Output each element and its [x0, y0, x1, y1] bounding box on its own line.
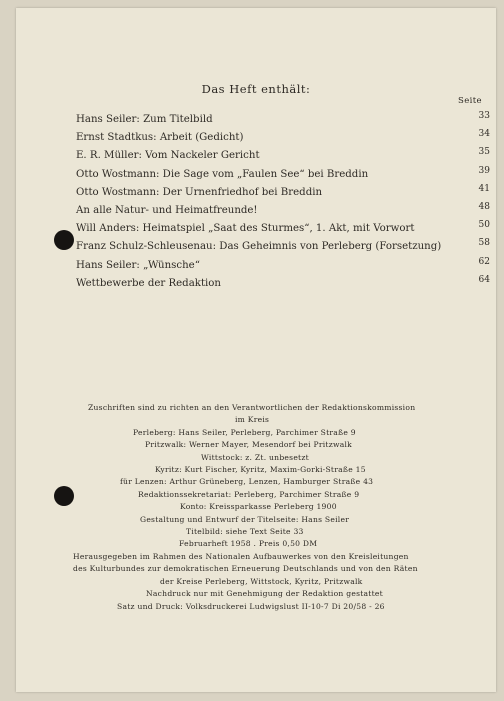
- toc-page-number: 62: [478, 256, 490, 267]
- colophon-line: der Kreise Perleberg, Wittstock, Kyritz, Pritzwalk: [160, 576, 363, 586]
- toc-entry: [76, 166, 490, 184]
- toc-page-number: 35: [478, 147, 490, 158]
- toc-title: Franz Schulz-Schleusenau: Das Geheimnis von Perleberg (Forsetzung): [76, 241, 442, 253]
- toc-page-number: 33: [478, 111, 490, 121]
- colophon-line: Nachdruck nur mit Genehmigung der Redaktion gestattet: [146, 589, 383, 599]
- toc-entry: [76, 111, 490, 129]
- colophon-line: Zuschriften sind zu richten an den Verantwortlichen der Redaktionskommission: [88, 403, 416, 412]
- toc-page-number: 34: [478, 129, 490, 140]
- colophon-line: Gestaltung und Entwurf der Titelseite: Hans Seiler: [140, 514, 350, 524]
- colophon-line: Kyritz: Kurt Fischer, Kyritz, Maxim-Gorki-Straße 15: [155, 465, 366, 475]
- page-column-label: Seite: [457, 96, 482, 106]
- toc-entry: [76, 184, 490, 202]
- toc-page-number: 50: [478, 220, 490, 231]
- colophon: [0, 402, 504, 613]
- toc-title: Otto Wostmann: Die Sage vom „Faulen See“ bei Breddin: [76, 168, 369, 180]
- toc-title: Will Anders: Heimatspiel „Saat des Sturmes“, 1. Akt, mit Vorwort: [76, 223, 415, 235]
- colophon-line: Perleberg: Hans Seiler, Perleberg, Parchimer Straße 9: [133, 427, 356, 437]
- colophon-line: des Kulturbundes zur demokratischen Erneuerung Deutschlands und von den Räten: [73, 564, 418, 574]
- colophon-line: für Lenzen: Arthur Grüneberg, Lenzen, Hamburger Straße 43: [120, 477, 374, 487]
- toc-title: Otto Wostmann: Der Urnenfriedhof bei Breddin: [76, 186, 323, 198]
- toc-page-number: 41: [478, 183, 490, 194]
- toc-title: An alle Natur- und Heimatfreunde!: [76, 204, 258, 216]
- toc-title: E. R. Müller: Vom Nackeler Gericht: [76, 150, 260, 162]
- toc-page-number: 58: [478, 238, 490, 249]
- toc-title: Wettbewerbe der Redaktion: [76, 277, 221, 289]
- toc-entry: [76, 220, 490, 238]
- toc-entry: [76, 238, 490, 256]
- toc-entry: [76, 147, 490, 165]
- toc-entry: [76, 202, 490, 220]
- toc-title: Hans Seiler: Zum Titelbild: [76, 114, 213, 125]
- colophon-line: Redaktionssekretariat: Perleberg, Parchimer Straße 9: [138, 489, 360, 499]
- contents-heading: Das Heft enthält:: [201, 82, 311, 96]
- toc-entry: [76, 275, 490, 293]
- colophon-line: Pritzwalk: Werner Mayer, Mesendorf bei Pritzwalk: [145, 440, 353, 450]
- colophon-line: Februarheft 1958 . Preis 0,50 DM: [179, 539, 318, 549]
- table-of-contents: [76, 111, 490, 293]
- toc-page-number: 64: [478, 274, 490, 285]
- colophon-line: Satz und Druck: Volksdruckerei Ludwigslust II-10-7 Di 20/58 - 26: [117, 601, 385, 611]
- toc-page-number: 39: [478, 165, 490, 176]
- colophon-line: Wittstock: z. Zt. unbesetzt: [201, 452, 309, 462]
- toc-page-number: 48: [478, 201, 490, 212]
- colophon-line: im Kreis: [235, 415, 270, 425]
- toc-entry: [76, 257, 490, 275]
- toc-entry: [76, 129, 490, 147]
- toc-title: Ernst Stadtkus: Arbeit (Gedicht): [76, 132, 244, 144]
- colophon-line: Konto: Kreissparkasse Perleberg 1900: [180, 502, 337, 512]
- toc-title: Hans Seiler: „Wünsche“: [76, 259, 200, 271]
- colophon-line: Titelbild: siehe Text Seite 33: [186, 527, 304, 537]
- punch-hole: [54, 230, 74, 250]
- colophon-line: Herausgegeben im Rahmen des Nationalen Aufbauwerkes von den Kreisleitungen: [73, 551, 409, 561]
